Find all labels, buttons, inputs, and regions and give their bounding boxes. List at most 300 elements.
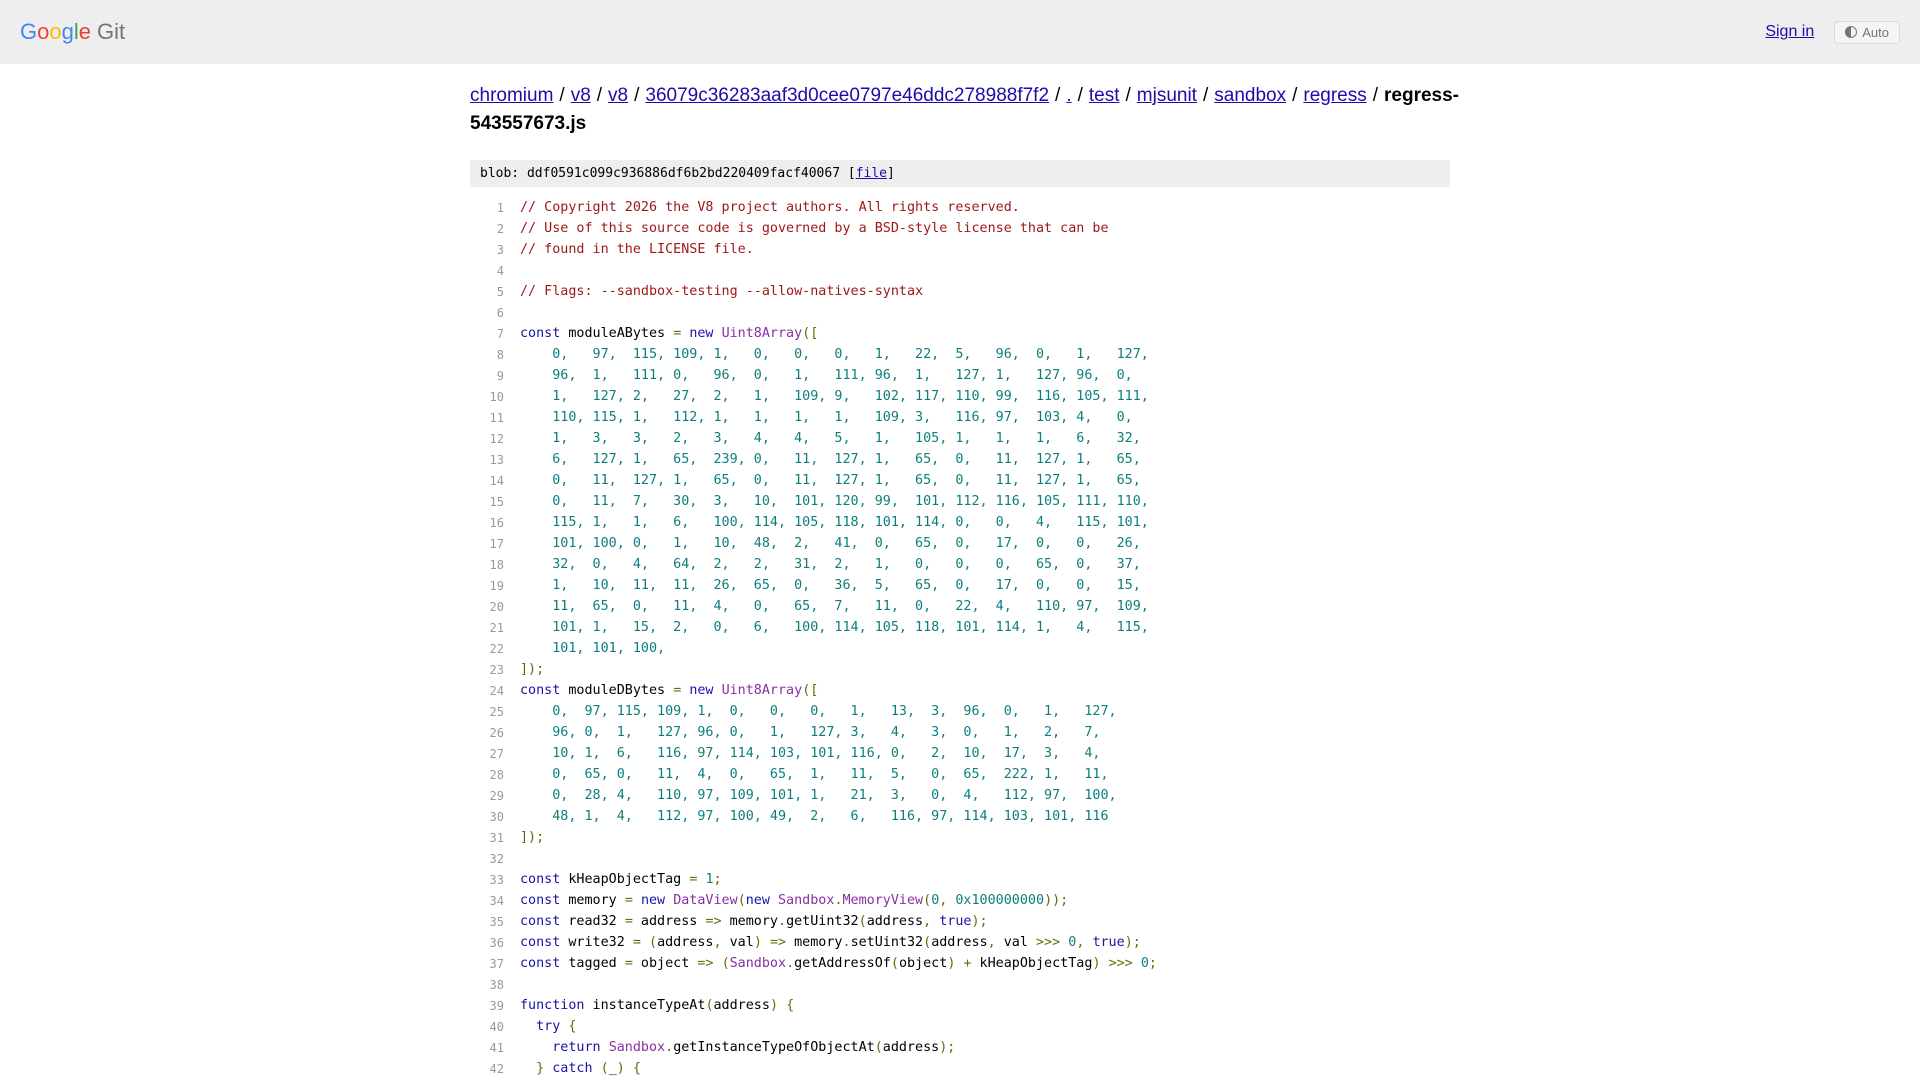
code-token: 110, 115, 1, 112, 1, 1, 1, 1, 109, 3, 116, 97, 103, 4, 0,: [520, 410, 1133, 425]
code-line: [470, 197, 1157, 218]
code-token: [520, 1019, 536, 1034]
line-number[interactable]: 36: [489, 935, 504, 950]
code-token: address: [713, 998, 770, 1013]
code-line: [470, 575, 1157, 596]
line-code: [520, 449, 1157, 470]
code-line: [470, 239, 1157, 260]
breadcrumb-separator: /: [1077, 85, 1083, 106]
code-line: [470, 260, 1157, 281]
source-code-table: [470, 197, 1157, 1079]
code-line: [470, 365, 1157, 386]
line-code: [520, 638, 1157, 659]
code-token: // Use of this source code is governed by a BSD-style license that can be: [520, 221, 1109, 236]
source-code-body: [470, 197, 1157, 1079]
code-line: [470, 596, 1157, 617]
code-token: const: [520, 872, 561, 887]
logo-letter: g: [61, 19, 74, 44]
code-token: kHeapObjectTag: [971, 956, 1093, 971]
code-token: [770, 893, 778, 908]
code-token: [633, 893, 641, 908]
line-code: [520, 1016, 1157, 1037]
code-token: (: [737, 893, 746, 908]
code-token: ,: [939, 893, 948, 908]
line-number[interactable]: 37: [489, 956, 504, 971]
blob-info-bar: [470, 160, 1450, 187]
breadcrumb-separator: /: [596, 85, 603, 106]
code-token: .: [778, 914, 787, 929]
line-code: [520, 764, 1157, 785]
code-token: [520, 1061, 536, 1076]
code-token: address: [866, 914, 924, 929]
line-code: [520, 869, 1157, 890]
code-token: 101, 100, 0, 1, 10, 48, 2, 41, 0, 65, 0, 17, 0, 0, 26,: [520, 536, 1141, 551]
code-token: Sandbox: [608, 1040, 666, 1055]
line-number[interactable]: 23: [489, 662, 504, 677]
bracket: ]: [887, 166, 895, 181]
code-token: 0x100000000: [955, 893, 1045, 908]
breadcrumb-link[interactable]: mjsunit: [1136, 85, 1197, 106]
code-line: [470, 533, 1157, 554]
code-token: =: [624, 956, 633, 971]
code-token: true: [939, 914, 972, 929]
code-token: [714, 326, 722, 341]
code-line: [470, 722, 1157, 743]
code-token: (: [923, 935, 932, 950]
code-token: 101, 1, 15, 2, 0, 6, 100, 114, 105, 118, 101, 114, 1, 4, 115,: [520, 620, 1149, 635]
line-code: [520, 1058, 1157, 1079]
code-token: write32: [560, 935, 633, 950]
code-token: memory: [786, 935, 843, 950]
sign-in-link[interactable]: Sign in: [1765, 23, 1815, 40]
code-token: Uint8Array: [721, 326, 803, 341]
header-actions: [1765, 21, 1900, 44]
code-token: function: [520, 998, 585, 1013]
code-token: =>: [769, 935, 787, 950]
code-token: const: [520, 956, 561, 971]
code-token: return: [552, 1040, 601, 1055]
line-code: [520, 911, 1157, 932]
breadcrumb: [470, 82, 1460, 138]
code-line: [470, 386, 1157, 407]
code-token: new: [689, 326, 714, 341]
code-token: 1, 10, 11, 11, 26, 65, 0, 36, 5, 65, 0, 17, 0, 0, 15,: [520, 578, 1141, 593]
code-line: [470, 974, 1157, 995]
code-token: +: [963, 956, 972, 971]
code-token: .: [834, 893, 843, 908]
code-token: }: [536, 1061, 545, 1076]
line-code: [520, 218, 1157, 239]
code-token: true: [1092, 935, 1125, 950]
code-token: [714, 956, 722, 971]
line-code: [520, 659, 1157, 680]
line-number[interactable]: 8: [496, 347, 504, 362]
code-line: [470, 932, 1157, 953]
code-token: 0: [1068, 935, 1077, 950]
code-token: getUint32: [786, 914, 859, 929]
line-code: [520, 1037, 1157, 1058]
code-line: [470, 281, 1157, 302]
code-line: [470, 890, 1157, 911]
code-token: 101, 101, 100,: [520, 641, 666, 656]
line-number[interactable]: 19: [489, 578, 504, 593]
line-number[interactable]: 30: [489, 809, 504, 824]
code-token: (: [858, 914, 867, 929]
breadcrumb-separator: /: [1202, 85, 1209, 106]
line-number[interactable]: 14: [489, 473, 504, 488]
code-line: [470, 764, 1157, 785]
code-token: 0, 28, 4, 110, 97, 109, 101, 1, 21, 3, 0, 4, 112, 97, 100,: [520, 788, 1117, 803]
line-number[interactable]: 2: [496, 221, 504, 236]
line-code: [520, 848, 1157, 869]
code-token: Sandbox: [778, 893, 835, 908]
code-token: [520, 1040, 552, 1055]
code-line: [470, 701, 1157, 722]
line-number[interactable]: 15: [489, 494, 504, 509]
code-token: moduleABytes: [560, 326, 674, 341]
line-code: [520, 533, 1157, 554]
line-number[interactable]: 26: [489, 725, 504, 740]
code-token: 0, 97, 115, 109, 1, 0, 0, 0, 1, 13, 3, 96, 0, 1, 127,: [520, 704, 1117, 719]
code-line: [470, 323, 1157, 344]
blob-hash: blob: ddf0591c099c936886df6b2bd220409facf40067: [480, 166, 841, 181]
code-token: [665, 893, 673, 908]
line-number[interactable]: 4: [496, 263, 504, 278]
line-code: [520, 344, 1157, 365]
line-code: [520, 365, 1157, 386]
code-token: (: [705, 998, 714, 1013]
code-token: [714, 683, 722, 698]
code-line: [470, 470, 1157, 491]
line-number[interactable]: 33: [489, 872, 504, 887]
code-token: ): [769, 998, 778, 1013]
line-number[interactable]: 12: [489, 431, 504, 446]
code-token: );: [939, 1040, 956, 1055]
code-token: (: [721, 956, 730, 971]
line-number[interactable]: 27: [489, 746, 504, 761]
code-token: ,: [1076, 935, 1085, 950]
code-token: Uint8Array: [721, 683, 803, 698]
code-token: .: [665, 1040, 674, 1055]
line-code: [520, 827, 1157, 848]
code-token: ): [947, 956, 956, 971]
code-token: [1133, 956, 1141, 971]
code-token: ]);: [520, 830, 545, 845]
code-token: MemoryView: [842, 893, 924, 908]
breadcrumb-link[interactable]: chromium: [470, 85, 554, 106]
code-token: (: [649, 935, 658, 950]
code-token: tagged: [560, 956, 625, 971]
line-code: [520, 932, 1157, 953]
code-token: );: [971, 914, 988, 929]
line-number[interactable]: 35: [489, 914, 504, 929]
breadcrumb-separator: /: [1372, 85, 1379, 106]
code-token: ;: [713, 872, 722, 887]
code-token: const: [520, 935, 561, 950]
code-token: (: [890, 956, 899, 971]
line-number[interactable]: 22: [489, 641, 504, 656]
code-token: 0: [931, 893, 940, 908]
logo-letter: G: [20, 19, 38, 44]
code-token: ,: [923, 914, 932, 929]
code-token: 96, 1, 111, 0, 96, 0, 1, 111, 96, 1, 127, 1, 127, 96, 0,: [520, 368, 1133, 383]
code-line: [470, 554, 1157, 575]
line-number[interactable]: 5: [496, 284, 504, 299]
line-code: [520, 428, 1157, 449]
code-token: getAddressOf: [794, 956, 891, 971]
code-line: [470, 1058, 1157, 1079]
top-bar: [0, 0, 1920, 64]
main-content: [470, 64, 1460, 1079]
code-token: ));: [1044, 893, 1069, 908]
line-number[interactable]: 38: [489, 977, 504, 992]
line-code: [520, 323, 1157, 344]
code-token: 0: [1140, 956, 1149, 971]
breadcrumb-link[interactable]: v8: [608, 85, 629, 106]
code-token: 0, 97, 115, 109, 1, 0, 0, 0, 1, 22, 5, 96, 0, 1, 127,: [520, 347, 1149, 362]
line-number[interactable]: 24: [489, 683, 504, 698]
line-code: [520, 890, 1157, 911]
code-token: ([: [802, 326, 819, 341]
line-code: [520, 743, 1157, 764]
code-line: [470, 617, 1157, 638]
code-token: 11, 65, 0, 11, 4, 0, 65, 7, 11, 0, 22, 4, 110, 97, 109,: [520, 599, 1149, 614]
code-token: ): [616, 1061, 625, 1076]
logo-letter: o: [37, 19, 50, 44]
line-code: [520, 491, 1157, 512]
line-code: [520, 407, 1157, 428]
code-line: [470, 806, 1157, 827]
breadcrumb-link[interactable]: regress: [1303, 85, 1367, 106]
code-token: kHeapObjectTag: [560, 872, 690, 887]
line-code: [520, 260, 1157, 281]
code-line: [470, 953, 1157, 974]
code-line: [470, 785, 1157, 806]
code-line: [470, 344, 1157, 365]
code-line: [470, 659, 1157, 680]
code-line: [470, 869, 1157, 890]
line-code: [520, 239, 1157, 260]
code-token: =: [632, 935, 641, 950]
code-token: // found in the LICENSE file.: [520, 242, 754, 257]
code-token: new: [640, 893, 666, 908]
code-token: ): [753, 935, 762, 950]
line-code: [520, 386, 1157, 407]
code-token: ]);: [520, 662, 545, 677]
code-token: =: [673, 326, 682, 341]
code-token: // Flags: --sandbox-testing --allow-natives-syntax: [520, 284, 924, 299]
code-token: 32, 0, 4, 64, 2, 2, 31, 2, 1, 0, 0, 0, 65, 0, 37,: [520, 557, 1141, 572]
breadcrumb-link[interactable]: 36079c36283aaf3d0cee0797e46ddc278988f7f2: [645, 85, 1050, 106]
code-token: {: [632, 1061, 641, 1076]
line-code: [520, 701, 1157, 722]
line-number[interactable]: 25: [489, 704, 504, 719]
line-code: [520, 512, 1157, 533]
line-code: [520, 974, 1157, 995]
code-token: address: [882, 1040, 940, 1055]
logo-letter: o: [49, 19, 62, 44]
line-code: [520, 302, 1157, 323]
code-token: );: [1124, 935, 1141, 950]
line-code: [520, 281, 1157, 302]
code-token: .: [842, 935, 851, 950]
code-token: 1, 3, 3, 2, 3, 4, 4, 5, 1, 105, 1, 1, 1, 6, 32,: [520, 431, 1141, 446]
code-token: Sandbox: [729, 956, 787, 971]
code-token: [593, 1061, 601, 1076]
code-token: {: [786, 998, 795, 1013]
line-number[interactable]: 32: [489, 851, 504, 866]
code-token: ([: [802, 683, 819, 698]
code-line: [470, 1037, 1157, 1058]
code-token: 0, 11, 7, 30, 3, 10, 101, 120, 99, 101, 112, 116, 105, 111, 110,: [520, 494, 1149, 509]
code-token: ,: [987, 935, 996, 950]
code-token: _: [608, 1061, 617, 1076]
line-number[interactable]: 31: [489, 830, 504, 845]
code-token: >>>: [1108, 956, 1133, 971]
code-line: [470, 407, 1157, 428]
line-number[interactable]: 29: [489, 788, 504, 803]
line-number[interactable]: 42: [489, 1061, 504, 1076]
code-line: [470, 1016, 1157, 1037]
code-token: ;: [1148, 956, 1157, 971]
line-number[interactable]: 10: [489, 389, 504, 404]
code-token: instanceTypeAt: [584, 998, 706, 1013]
breadcrumb-separator: /: [634, 85, 640, 106]
line-number[interactable]: 7: [496, 326, 504, 341]
line-code: [520, 785, 1157, 806]
code-token: 0, 11, 127, 1, 65, 0, 11, 127, 1, 65, 0, 11, 127, 1, 65,: [520, 473, 1141, 488]
code-token: 10, 1, 6, 116, 97, 114, 103, 101, 116, 0, 2, 10, 17, 3, 4,: [520, 746, 1101, 761]
line-number[interactable]: 3: [496, 242, 504, 257]
code-token: ,: [713, 935, 722, 950]
breadcrumb-link[interactable]: v8: [570, 85, 591, 106]
line-number[interactable]: 6: [496, 305, 504, 320]
code-line: [470, 848, 1157, 869]
code-line: [470, 827, 1157, 848]
code-token: 96, 0, 1, 127, 96, 0, 1, 127, 3, 4, 3, 0, 1, 2, 7,: [520, 725, 1101, 740]
line-number[interactable]: 20: [489, 599, 504, 614]
line-number[interactable]: 17: [489, 536, 504, 551]
line-code: [520, 995, 1157, 1016]
code-token: 6, 127, 1, 65, 239, 0, 11, 127, 1, 65, 0, 11, 127, 1, 65,: [520, 452, 1141, 467]
breadcrumb-separator: /: [1125, 85, 1131, 106]
line-number[interactable]: 11: [489, 410, 504, 425]
code-token: new: [745, 893, 770, 908]
code-token: [641, 935, 649, 950]
code-line: [470, 680, 1157, 701]
line-number[interactable]: 21: [489, 620, 504, 635]
theme-label: Auto: [1862, 24, 1889, 40]
breadcrumb-link[interactable]: sandbox: [1214, 85, 1287, 106]
code-line: [470, 218, 1157, 239]
code-token: val: [995, 935, 1036, 950]
code-token: .: [786, 956, 795, 971]
breadcrumb-link[interactable]: test: [1088, 85, 1120, 106]
code-line: [470, 428, 1157, 449]
code-token: 1: [705, 872, 714, 887]
code-token: address: [657, 935, 714, 950]
code-line: [470, 449, 1157, 470]
code-token: 0, 65, 0, 11, 4, 0, 65, 1, 11, 5, 0, 65, 222, 1, 11,: [520, 767, 1109, 782]
breadcrumb-link[interactable]: .: [1066, 85, 1072, 106]
code-token: val: [721, 935, 754, 950]
code-token: setUint32: [850, 935, 924, 950]
code-line: [470, 911, 1157, 932]
code-line: [470, 512, 1157, 533]
code-line: [470, 491, 1157, 512]
code-token: [762, 935, 770, 950]
breadcrumb-separator: /: [559, 85, 565, 106]
code-token: (: [923, 893, 932, 908]
breadcrumb-separator: /: [1292, 85, 1298, 106]
code-token: =>: [705, 914, 722, 929]
code-token: =>: [697, 956, 714, 971]
line-number[interactable]: 16: [489, 515, 504, 530]
code-token: memory: [560, 893, 625, 908]
logo-suffix: Git: [97, 19, 126, 44]
line-number[interactable]: 41: [489, 1040, 504, 1055]
code-token: ): [1092, 956, 1101, 971]
code-token: const: [520, 893, 561, 908]
code-token: catch: [552, 1061, 593, 1076]
code-token: (: [600, 1061, 609, 1076]
code-token: >>>: [1036, 935, 1061, 950]
breadcrumb-separator: /: [1055, 85, 1061, 106]
logo-letter: l: [73, 19, 79, 44]
code-token: const: [520, 683, 561, 698]
code-token: =: [624, 893, 633, 908]
code-token: [1101, 956, 1109, 971]
code-token: address: [632, 914, 706, 929]
line-number[interactable]: 28: [489, 767, 504, 782]
line-code: [520, 575, 1157, 596]
code-token: moduleDBytes: [560, 683, 674, 698]
code-token: address: [931, 935, 988, 950]
code-token: 48, 1, 4, 112, 97, 100, 49, 2, 6, 116, 97, 114, 103, 101, 116: [520, 809, 1109, 824]
line-number[interactable]: 18: [489, 557, 504, 572]
code-token: 115, 1, 1, 6, 100, 114, 105, 118, 101, 114, 0, 0, 4, 115, 101,: [520, 515, 1149, 530]
line-number[interactable]: 9: [496, 368, 504, 383]
line-code: [520, 680, 1157, 701]
line-code: [520, 722, 1157, 743]
line-number[interactable]: 39: [489, 998, 504, 1013]
code-token: [601, 1040, 609, 1055]
code-line: [470, 995, 1157, 1016]
code-token: object: [898, 956, 948, 971]
theme-toggle-button[interactable]: [1834, 21, 1900, 44]
line-code: [520, 197, 1157, 218]
code-token: DataView: [673, 893, 738, 908]
code-token: {: [568, 1019, 577, 1034]
code-token: =: [673, 683, 682, 698]
line-number[interactable]: 1: [496, 200, 504, 215]
contrast-icon: [1845, 26, 1857, 38]
code-token: new: [689, 683, 714, 698]
line-number[interactable]: 40: [489, 1019, 504, 1034]
line-number[interactable]: 34: [489, 893, 504, 908]
line-code: [520, 596, 1157, 617]
code-token: getInstanceTypeOfObjectAt: [673, 1040, 875, 1055]
line-code: [520, 806, 1157, 827]
code-token: =: [689, 872, 698, 887]
line-code: [520, 617, 1157, 638]
code-token: // Copyright 2026 the V8 project authors. All rights reserved.: [520, 200, 1020, 215]
google-git-logo[interactable]: [20, 19, 125, 45]
file-link[interactable]: file: [855, 166, 887, 181]
logo-letter: e: [78, 19, 92, 44]
code-token: =: [624, 914, 633, 929]
line-number[interactable]: 13: [489, 452, 504, 467]
code-line: [470, 743, 1157, 764]
